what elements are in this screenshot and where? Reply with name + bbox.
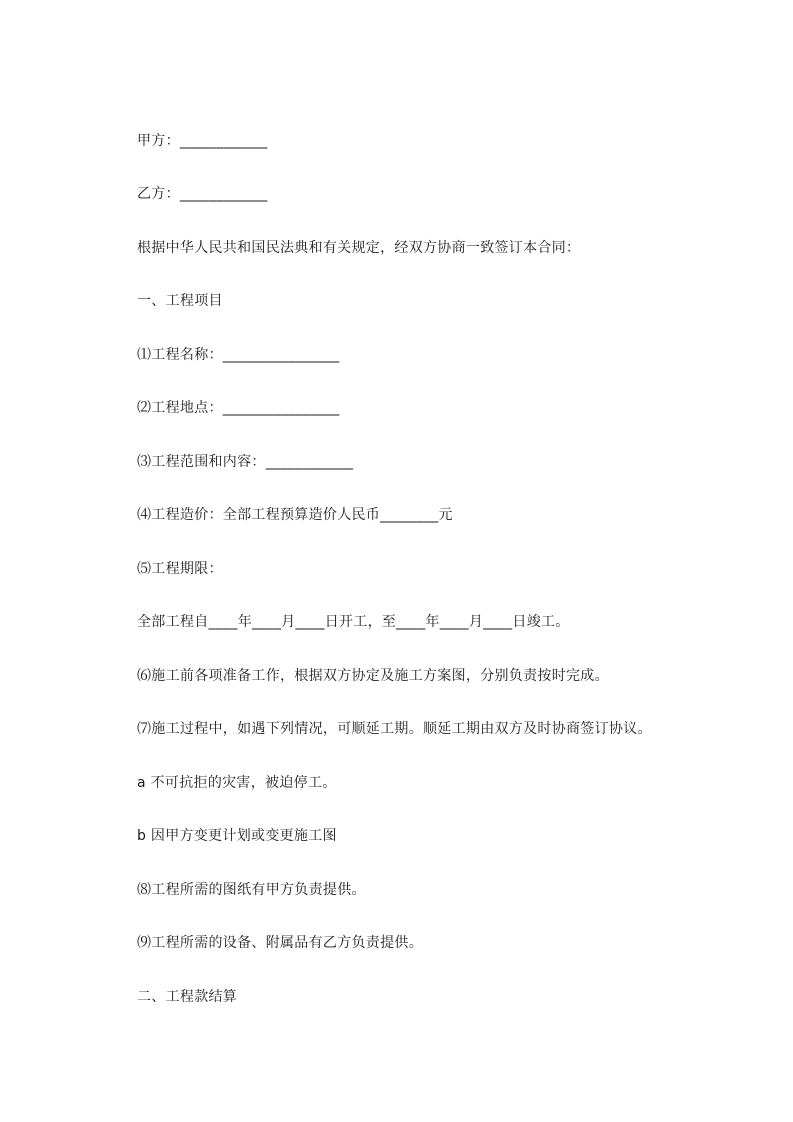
clause-preparation: ⑹施工前各项准备工作，根据双方协定及施工方案图，分别负责按时完成。 xyxy=(137,668,609,684)
clause-project-name: ⑴工程名称：________________ xyxy=(137,347,340,363)
section-heading-settlement: 二、工程款结算 xyxy=(137,989,238,1005)
preamble-paragraph: 根据中华人民共和国民法典和有关规定，经双方协商一致签订本合同： xyxy=(137,240,581,256)
clause-equipment: ⑼工程所需的设备、附属品有乙方负责提供。 xyxy=(137,935,423,951)
extension-item-b: b 因甲方变更计划或变更施工图 xyxy=(137,828,337,844)
clause-drawings: ⑻工程所需的图纸有甲方负责提供。 xyxy=(137,882,366,898)
clause-project-term: ⑸工程期限： xyxy=(137,561,223,577)
clause-extension: ⑺施工过程中，如遇下列情况，可顺延工期。顺延工期由双方及时协商签订协议。 xyxy=(137,721,652,737)
party-a-line: 甲方：____________ xyxy=(137,133,268,149)
term-dates-line: 全部工程自____年____月____日开工，至____年____月____日竣工。 xyxy=(137,614,570,630)
clause-project-location: ⑵工程地点：________________ xyxy=(137,400,340,416)
party-b-line: 乙方：____________ xyxy=(137,186,268,202)
section-heading-project: 一、工程项目 xyxy=(137,293,223,309)
clause-project-cost: ⑷工程造价：全部工程预算造价人民币________元 xyxy=(137,507,453,523)
extension-item-a: a 不可抗拒的灾害，被迫停工。 xyxy=(137,775,337,791)
clause-project-scope: ⑶工程范围和内容：____________ xyxy=(137,454,354,470)
